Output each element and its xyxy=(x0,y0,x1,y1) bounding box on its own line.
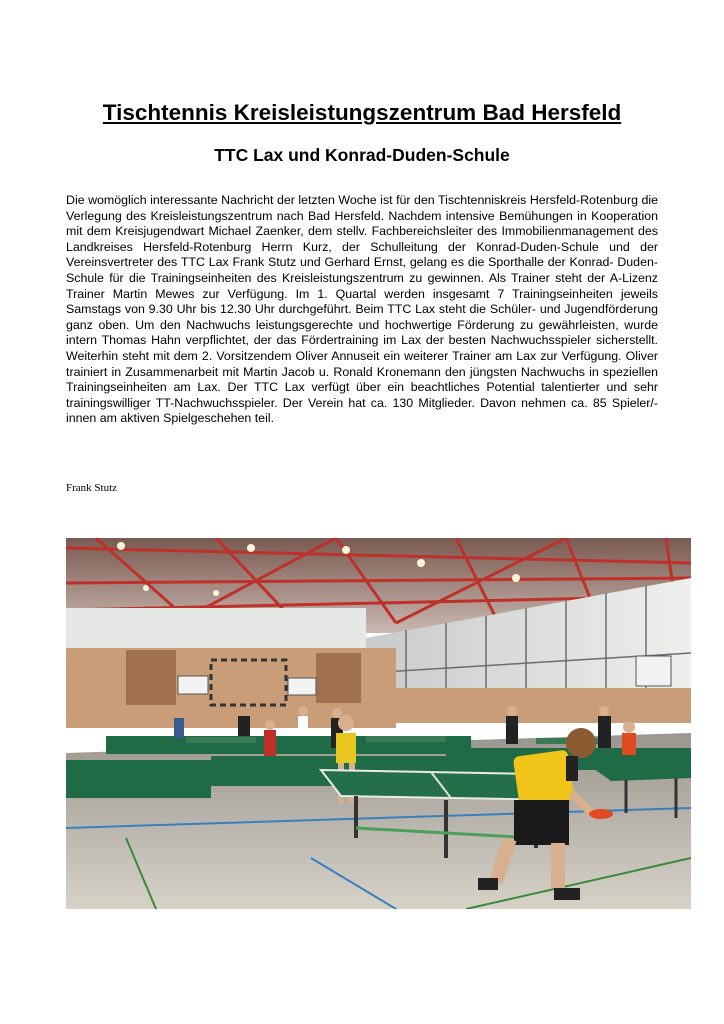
back-windows xyxy=(66,608,366,648)
green-barrier-left xyxy=(66,760,211,798)
page-title: Tischtennis Kreisleistungszentrum Bad Hersfeld xyxy=(102,100,622,125)
author-name: Frank Stutz xyxy=(66,482,118,494)
page-subtitle: TTC Lax und Konrad-Duden-Schule xyxy=(214,145,510,165)
basketball-board-left xyxy=(178,676,208,694)
article-body: Die womöglich interessante Nachricht der letzten Woche ist für den Tischtenniskreis Hersfeld-Rotenburg die Verlegung des Kreisleistungszentrum nach Bad Hersfeld. Nachdem intensive Bemühungen in Kooperation mit dem Kreisjugendwart Michael Zaenker, dem stellv. Fachbereichsleiter des Immobilienmanagement des Landkreises Hersfeld-Rotenburg Herrn Kurz, der Schulleitung der Konrad-Duden-Schule und der Vereinsvertreter des TTC Lax Frank Stutz und Gerhard Ernst, gelang es die Sporthalle der Konrad- Duden- Schule für die Trainingseinheiten des Kreisleistungszentrum zu gewinnen. Als Trainer steht der A-Lizenz Trainer Martin Mewes zur Verfügung. Im 1. Quartal werden insgesamt 7 Trainingseinheiten jeweils Samstags von 9.30 Uhr bis 12.30 Uhr durchgeführt. Beim TTC Lax steht die Schüler- und Jugendförderung ganz oben. Um den Nachwuchs leistungsgerechte und hochwertige Förderung zu gewährleisten, wurde intern Thomas Hahn verpflichtet, der das Fördertraining im Lax der besten Nachwuchsspieler sicherstellt. Weiterhin steht mit dem 2. Vorsitzendem Oliver Annuseit ein weiterer Trainer am Lax zur Verfügung. Oliver trainiert in Zusammenarbeit mit Martin Jacob u. Ronald Kronemann den jüngsten Nachwuchs in speziellen Trainingseinheiten am Lax. Der TTC Lax verfügt über ein beachtliches Potential talentierter und sehr trainingswilliger TT-Nachwuchsspieler. Der Verein hat ca. 130 Mitglieder. Davon nehmen ca. 85 Spieler/-innen am aktiven Spielgeschehen teil. xyxy=(66,193,658,426)
basketball-board-right xyxy=(636,656,671,686)
sports-hall-photo xyxy=(66,538,691,909)
basketball-board-mid xyxy=(288,678,316,695)
